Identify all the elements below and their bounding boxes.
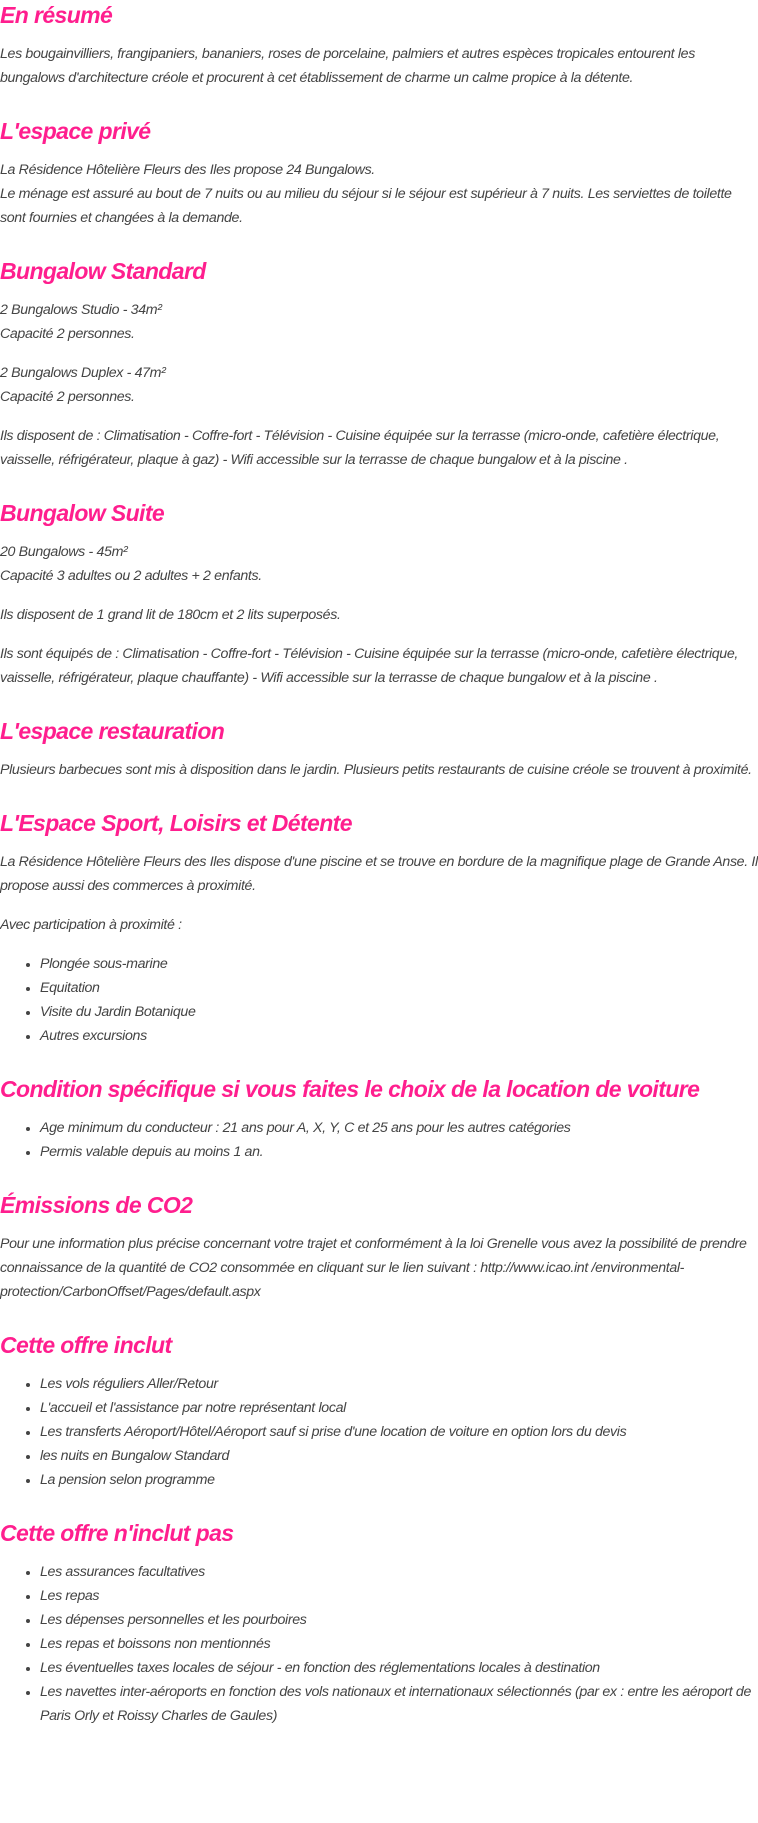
list-item: • Les navettes inter-aéroports en fonction des vols nationaux et internationaux sélectionnés (par ex : entre les aéroport de Paris Orly et Roissy Charles de Gaules) — [40, 1680, 758, 1728]
list-item: • L'accueil et l'assistance par notre représentant local — [40, 1396, 758, 1420]
section-title: L'Espace Sport, Loisirs et Détente — [0, 810, 352, 836]
section-title: L'espace privé — [0, 118, 151, 144]
paragraph — [0, 158, 758, 230]
paragraph-line: Capacité 3 adultes ou 2 adultes + 2 enfants. — [0, 568, 262, 584]
list-item: • les nuits en Bungalow Standard — [40, 1444, 758, 1468]
bullet-list — [0, 1116, 758, 1164]
section — [0, 498, 758, 690]
list-item: • Les repas — [40, 1584, 758, 1608]
section-title: Émissions de CO2 — [0, 1192, 193, 1218]
paragraph — [0, 424, 758, 472]
list-item: • La pension selon programme — [40, 1468, 758, 1492]
section — [0, 716, 758, 782]
section — [0, 116, 758, 230]
list-item: • Equitation — [40, 976, 758, 1000]
paragraph-line: Ils sont équipés de : Climatisation - Coffre-fort - Télévision - Cuisine équipée sur la terrasse (micro-onde, cafetière électrique, vaisselle, réfrigérateur, plaque chauffante) - Wifi accessible sur la terrasse de chaque bungalow et à la piscine . — [0, 646, 738, 686]
paragraph — [0, 42, 758, 90]
section — [0, 1074, 758, 1164]
section — [0, 1518, 758, 1728]
list-item: • Les vols réguliers Aller/Retour — [40, 1372, 758, 1396]
section-title: Cette offre n'inclut pas — [0, 1520, 234, 1546]
list-item: • Age minimum du conducteur : 21 ans pour A, X, Y, C et 25 ans pour les autres catégories — [40, 1116, 758, 1140]
paragraph-line: Plusieurs barbecues sont mis à disposition dans le jardin. Plusieurs petits restaurants de cuisine créole se trouvent à proximité. — [0, 762, 752, 778]
paragraph-line: Les bougainvilliers, frangipaniers, bananiers, roses de porcelaine, palmiers et autres espèces tropicales entourent les bungalows d'architecture créole et procurent à cet établissement de charme un calme propice à la détente. — [0, 46, 695, 86]
paragraph-line: Ils disposent de 1 grand lit de 180cm et 2 lits superposés. — [0, 607, 341, 623]
list-item: • Permis valable depuis au moins 1 an. — [40, 1140, 758, 1164]
bullet-list — [0, 952, 758, 1048]
section — [0, 1330, 758, 1492]
paragraph-line: Le ménage est assuré au bout de 7 nuits ou au milieu du séjour si le séjour est supérieur à 7 nuits. Les serviettes de toilette sont fournies et changées à la demande. — [0, 186, 732, 226]
section-title: En résumé — [0, 2, 113, 28]
section — [0, 256, 758, 472]
paragraph-line: Capacité 2 personnes. — [0, 389, 135, 405]
list-item: • Les éventuelles taxes locales de séjour - en fonction des réglementations locales à destination — [40, 1656, 758, 1680]
list-item: • Les transferts Aéroport/Hôtel/Aéroport sauf si prise d'une location de voiture en option lors du devis — [40, 1420, 758, 1444]
paragraph — [0, 298, 758, 346]
list-item: • Les assurances facultatives — [40, 1560, 758, 1584]
section — [0, 1190, 758, 1304]
paragraph — [0, 913, 758, 937]
paragraph — [0, 758, 758, 782]
section-title: Bungalow Standard — [0, 258, 206, 284]
list-item: • Plongée sous-marine — [40, 952, 758, 976]
paragraph — [0, 850, 758, 898]
section-title: Cette offre inclut — [0, 1332, 172, 1358]
paragraph — [0, 361, 758, 409]
paragraph-line: Avec participation à proximité : — [0, 917, 182, 933]
paragraph — [0, 642, 758, 690]
paragraph-line: Capacité 2 personnes. — [0, 326, 135, 342]
list-item: • Les repas et boissons non mentionnés — [40, 1632, 758, 1656]
list-item: • Visite du Jardin Botanique — [40, 1000, 758, 1024]
bullet-list — [0, 1560, 758, 1728]
list-item: • Autres excursions — [40, 1024, 758, 1048]
paragraph-line: La Résidence Hôtelière Fleurs des Iles dispose d'une piscine et se trouve en bordure de la magnifique plage de Grande Anse. Il propose aussi des commerces à proximité. — [0, 854, 758, 894]
section-title: L'espace restauration — [0, 718, 225, 744]
paragraph-line: Ils disposent de : Climatisation - Coffre-fort - Télévision - Cuisine équipée sur la terrasse (micro-onde, cafetière électrique, vaisselle, réfrigérateur, plaque à gaz) - Wifi accessible sur la terrasse de chaque bungalow et à la piscine . — [0, 428, 720, 468]
section-title: Bungalow Suite — [0, 500, 165, 526]
section — [0, 808, 758, 1048]
paragraph-line: Pour une information plus précise concernant votre trajet et conformément à la loi Grenelle vous avez la possibilité de prendre connaissance de la quantité de CO2 consommée en cliquant sur le lien suivant : http://www.icao.int /environmental-protection/CarbonOffset/Pages/default.aspx — [0, 1236, 747, 1300]
bullet-list — [0, 1372, 758, 1492]
paragraph-line: 20 Bungalows - 45m² — [0, 544, 128, 560]
paragraph — [0, 1232, 758, 1304]
paragraph-line: La Résidence Hôtelière Fleurs des Iles propose 24 Bungalows. — [0, 162, 375, 178]
section-title: Condition spécifique si vous faites le choix de la location de voiture — [0, 1076, 700, 1102]
paragraph-line: 2 Bungalows Duplex - 47m² — [0, 365, 166, 381]
section — [0, 0, 758, 90]
list-item: • Les dépenses personnelles et les pourboires — [40, 1608, 758, 1632]
paragraph — [0, 540, 758, 588]
paragraph — [0, 603, 758, 627]
paragraph-line: 2 Bungalows Studio - 34m² — [0, 302, 162, 318]
